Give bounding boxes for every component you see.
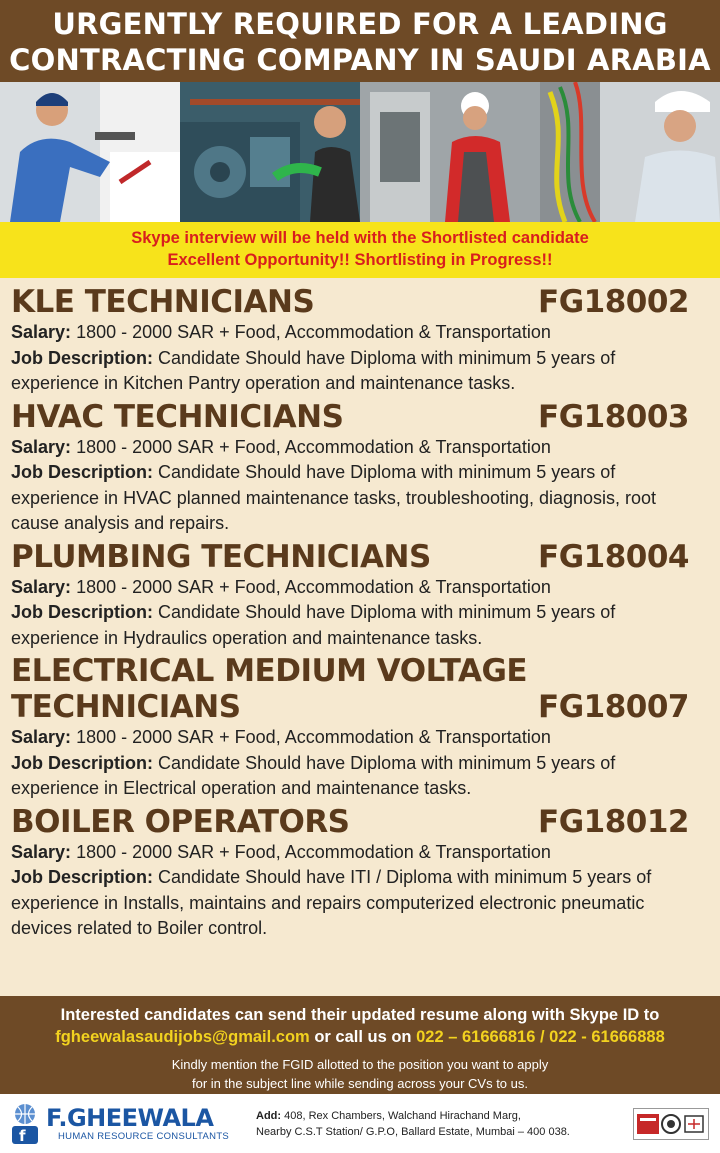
salary-label: Salary:: [11, 841, 72, 862]
job-code: FG18012: [538, 803, 689, 840]
job-title: BOILER OPERATORS: [11, 803, 350, 840]
job-title-continued: TECHNICIANS: [11, 689, 241, 725]
salary-value: 1800 - 2000 SAR + Food, Accommodation & Transportation: [76, 576, 551, 597]
globe-logo-icon: [8, 1102, 42, 1146]
certification-badge-icon: [633, 1108, 709, 1140]
header-line-2: CONTRACTING COMPANY IN SAUDI ARABIA: [9, 43, 711, 77]
job-item-electrical: [11, 653, 709, 802]
description-value: Candidate Should have Diploma with minimum 5 years of: [158, 462, 616, 482]
photo-electrician-panel: [360, 82, 540, 222]
job-code: FG18003: [538, 398, 689, 435]
salary-label: Salary:: [11, 727, 72, 747]
description-line: [11, 460, 709, 486]
job-item-hvac: [11, 399, 709, 537]
salary-label: Salary:: [11, 576, 72, 597]
description-continued: experience in Hydraulics operation and maintenance tasks.: [11, 627, 483, 648]
salary-value: 1800 - 2000 SAR + Food, Accommodation & Transportation: [76, 436, 551, 457]
job-code: FG18004: [538, 538, 689, 575]
svg-text:f: f: [19, 1126, 26, 1145]
salary-value: 1800 - 2000 SAR + Food, Accommodation & Transportation: [76, 841, 551, 862]
job-header-continued: [11, 689, 709, 725]
job-header: [11, 539, 709, 575]
description-line: [11, 865, 709, 891]
salary-line: [11, 725, 709, 751]
salary-line: [11, 840, 709, 866]
job-code: FG18007: [538, 689, 689, 725]
description-line: [11, 751, 709, 777]
salary-value: 1800 - 2000 SAR + Food, Accommodation & Transportation: [76, 727, 551, 747]
contact-email-link[interactable]: fgheewalasaudijobs@gmail.com: [55, 1028, 310, 1046]
banner-line-2: Excellent Opportunity!! Shortlisting in Progress!!: [167, 251, 553, 269]
description-label: Job Description:: [11, 347, 154, 368]
contact-note: [0, 1048, 720, 1093]
contact-note-line-2: for in the subject line while sending across your CVs to us.: [191, 1076, 528, 1091]
contact-note-line-1: Kindly mention the FGID allotted to the position you want to apply: [171, 1057, 549, 1072]
job-title: HVAC TECHNICIANS: [11, 398, 344, 435]
job-header: [11, 284, 709, 320]
description-label: Job Description:: [11, 602, 154, 622]
job-list: [0, 278, 720, 942]
description-label: Job Description:: [11, 752, 154, 773]
salary-line: [11, 435, 709, 461]
address-line-2: Nearby C.S.T Station/ G.P.O, Ballard Estate, Mumbai – 400 038.: [256, 1125, 570, 1138]
company-logo: [0, 1102, 248, 1146]
description-value: Candidate Should have Diploma with minimum 5 years of: [158, 602, 616, 622]
job-item-plumbing: [11, 539, 709, 652]
contact-call-text: or call us on: [314, 1028, 412, 1046]
job-header: [11, 399, 709, 435]
description-label: Job Description:: [11, 462, 154, 482]
contact-phone-numbers[interactable]: 022 – 61666816 / 022 - 61666888: [416, 1028, 665, 1046]
certification-marks-icon: [635, 1110, 707, 1138]
description-value: Candidate Should have Diploma with minimum 5 years of: [158, 347, 616, 368]
salary-label: Salary:: [11, 436, 72, 457]
salary-line: [11, 575, 709, 601]
description-continued: experience in HVAC planned maintenance tasks, troubleshooting, diagnosis, root: [11, 487, 657, 508]
description-continued: experience in Electrical operation and maintenance tasks.: [11, 778, 472, 798]
description-continued-2: cause analysis and repairs.: [11, 513, 230, 533]
address-line-1: [256, 1108, 633, 1124]
footer: [0, 1094, 720, 1153]
banner-line-1: Skype interview will be held with the Shortlisted candidate: [131, 229, 589, 247]
description-value: Candidate Should have ITI / Diploma with minimum 5 years of: [158, 867, 652, 887]
description-label: Job Description:: [11, 867, 154, 887]
description-continued-2: devices related to Boiler control.: [11, 918, 268, 938]
interview-banner: [0, 222, 720, 278]
job-title: PLUMBING TECHNICIANS: [11, 538, 431, 575]
company-address: [248, 1108, 633, 1140]
header-line-1: URGENTLY REQUIRED FOR A LEADING: [52, 7, 668, 41]
job-item-boiler: [11, 804, 709, 942]
contact-details: [0, 1026, 720, 1048]
salary-line: [11, 320, 709, 346]
contact-section: [0, 996, 720, 1094]
photo-strip: [0, 82, 720, 222]
job-title: ELECTRICAL MEDIUM VOLTAGE: [11, 653, 528, 689]
logo-text: [46, 1105, 229, 1142]
job-header: [11, 653, 709, 689]
photo-hvac: [180, 82, 360, 222]
contact-intro: Interested candidates can send their updated resume along with Skype ID to: [60, 1006, 660, 1024]
photo-plumber: [0, 82, 180, 222]
job-code: FG18002: [538, 284, 689, 320]
description-continued: experience in Installs, maintains and repairs computerized electronic pneumatic: [11, 892, 645, 913]
header-banner: [0, 0, 720, 82]
address-label: Add:: [256, 1109, 282, 1122]
job-header: [11, 804, 709, 840]
job-item-kle: [11, 284, 709, 397]
salary-value: 1800 - 2000 SAR + Food, Accommodation & Transportation: [76, 322, 551, 342]
company-tagline: HUMAN RESOURCE CONSULTANTS: [58, 1131, 230, 1142]
company-name: F.GHEEWALA: [46, 1104, 214, 1132]
description-line: [11, 346, 709, 372]
description-line: [11, 600, 709, 626]
salary-label: Salary:: [11, 322, 72, 342]
description-continued: experience in Kitchen Pantry operation and maintenance tasks.: [11, 373, 516, 393]
description-value: Candidate Should have Diploma with minimum 5 years of: [158, 752, 616, 773]
photo-engineer-wiring: [540, 82, 720, 222]
address-line-1-text: 408, Rex Chambers, Walchand Hirachand Marg,: [284, 1109, 521, 1122]
job-title: KLE TECHNICIANS: [11, 284, 315, 320]
